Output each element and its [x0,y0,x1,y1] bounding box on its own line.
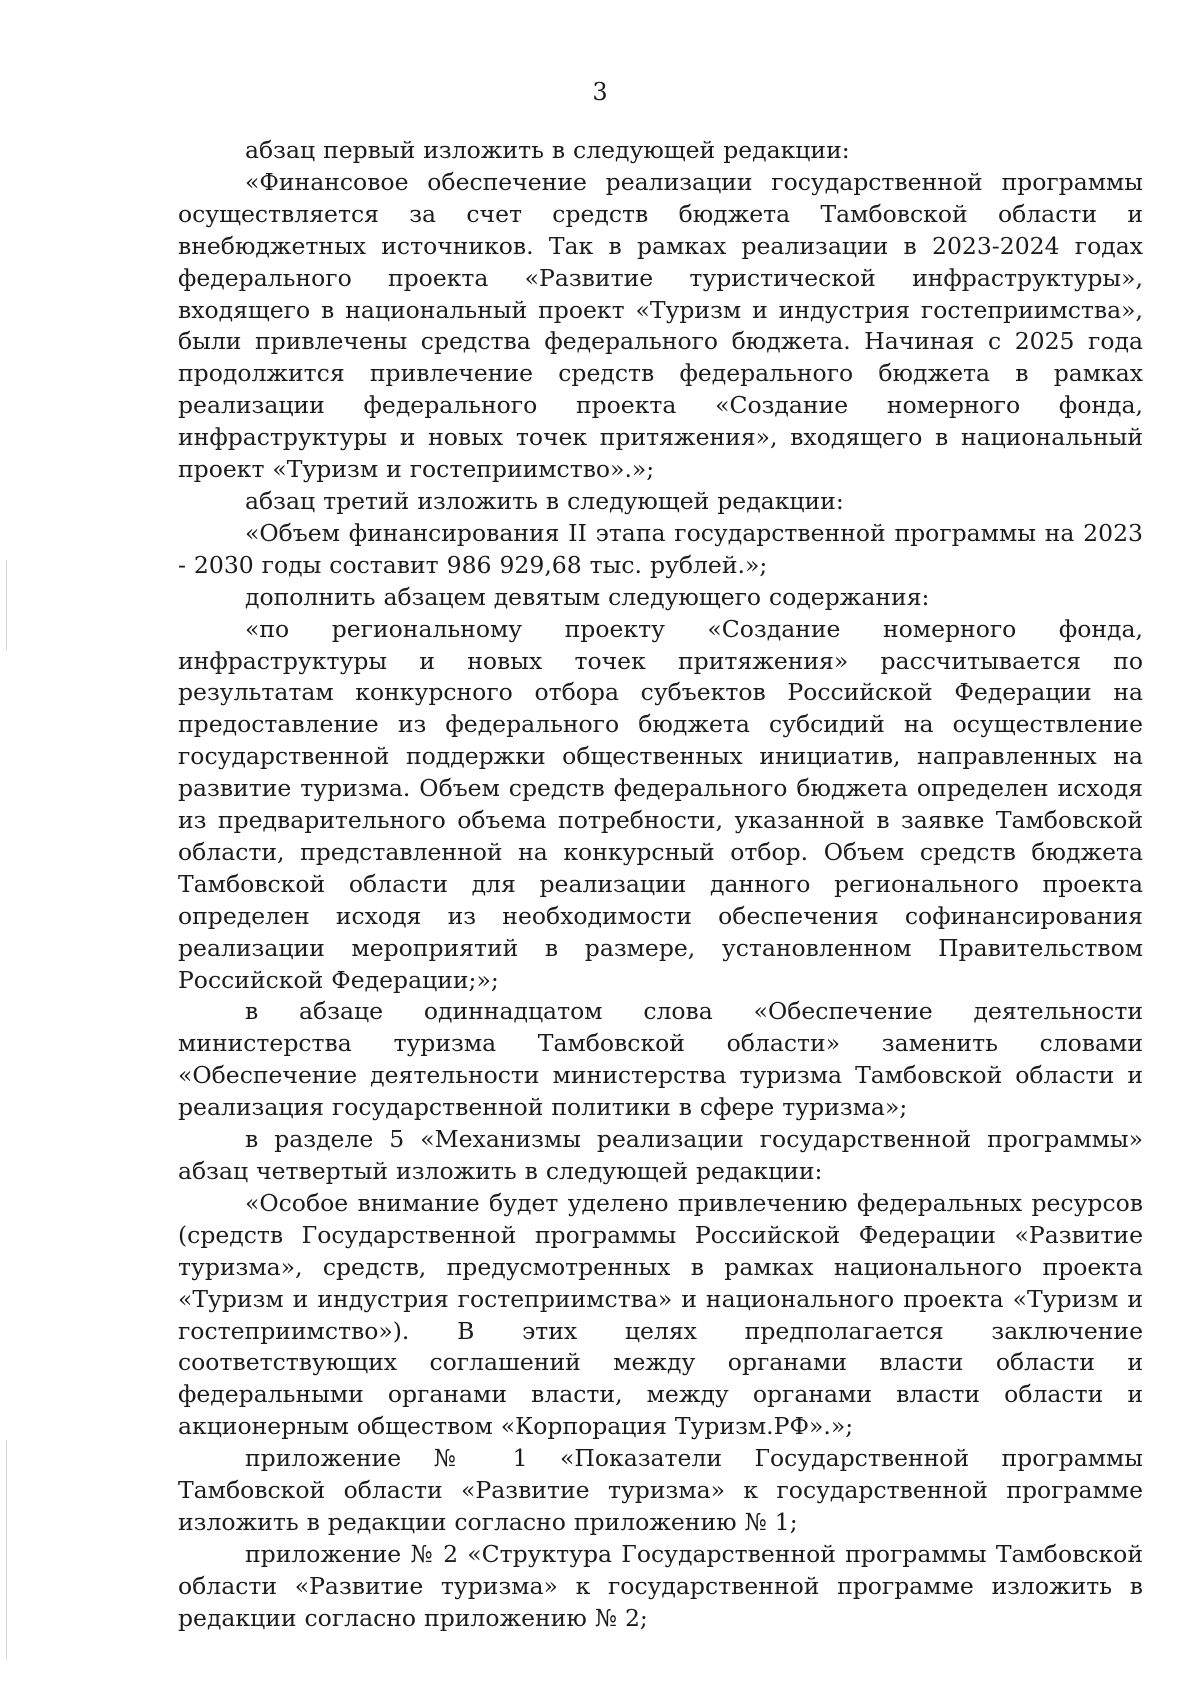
paragraph-4: «Объем финансирования II этапа государственной программы на 2023 - 2030 годы составит 986 929,68 тыс. рублей.»; [178,518,1143,579]
paragraph-7: в абзаце одиннадцатом слова «Обеспечение деятельности министерства туризма Тамбовской области» заменить словами «Обеспечение деятельности министерства туризма Тамбовской области и реализация государственной политики в сфере туризма»; [178,997,1143,1122]
paragraph-8: в разделе 5 «Механизмы реализации государственной программы» абзац четвертый изложить в следующей редакции: [178,1125,1143,1185]
paragraph-10: приложение № 1 «Показатели Государственной программы Тамбовской области «Развитие туризма» к государственной программе изложить в редакции согласно приложению № 1; [178,1444,1143,1536]
paragraph-11: приложение № 2 «Структура Государственной программы Тамбовской области «Развитие туризма» к государственной программе изложить в редакции согласно приложению № 2; [178,1539,1143,1632]
scan-edge-mark [6,560,7,650]
paragraph-6: «по региональному проекту «Создание номерного фонда, инфраструктуры и новых точек притяжения» рассчитывается по результатам конкурсного отбора субъектов Российской Федерации на предоставление из федерального бюджета субсидий на осуществление государственной поддержки общественных инициатив, направленных на развитие туризма. Объем средств федерального бюджета определен исходя из предварительного объема потребности, указанной в заявке Тамбовской области, представленной на конкурсный отбор. Объем средств бюджета Тамбовской области для реализации данного регионального проекта определен исходя из необходимости обеспечения софинансирования реализации мероприятий в размере, установленном Правительством Российской Федерации;»; [178,614,1143,994]
paragraph-9: «Особое внимание будет уделено привлечению федеральных ресурсов (средств Государственной программы Российской Федерации «Развитие туризма», средств, предусмотренных в рамках национального проекта «Туризм и индустрия гостеприимства» и национального проекта «Туризм и гостеприимство»). В этих целях предполагается заключение соответствующих соглашений между органами власти области и федеральными органами власти, между органами власти области и акционерным обществом «Корпорация Туризм.РФ».»; [178,1188,1143,1441]
paragraph-2: «Финансовое обеспечение реализации государственной программы осуществляется за счет средств бюджета Тамбовской области и внебюджетных источников. Так в рамках реализации в 2023-2024 годах федерального проекта «Развитие туристической инфраструктуры», входящего в национальный проект «Туризм и индустрия гостеприимства», были привлечены средства федерального бюджета. Начиная с 2025 года продолжится привлечение средств федерального бюджета в рамках реализации федерального проекта «Создание номерного фонда, инфраструктуры и новых точек притяжения», входящего в национальный проект «Туризм и гостеприимство».»; [178,167,1143,484]
paragraph-3: абзац третий изложить в следующей редакции: [245,486,844,515]
paragraph-1: абзац первый изложить в следующей редакции: [245,136,850,164]
scan-edge-mark [6,1440,7,1660]
paragraph-5: дополнить абзацем девятым следующего содержания: [245,582,930,611]
document-body [178,135,1143,1635]
page-number: 3 [592,78,608,106]
